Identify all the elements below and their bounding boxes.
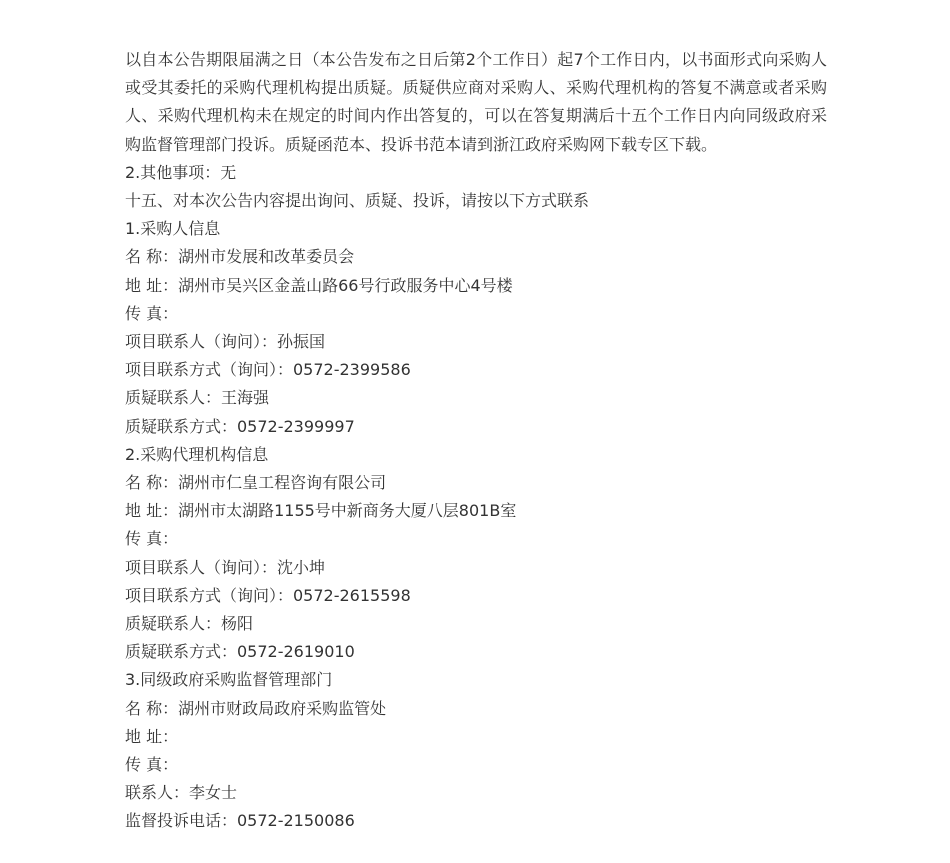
agency-complaint-contact: 质疑联系人：杨阳 (125, 614, 254, 634)
agency-heading: 2.采购代理机构信息 (125, 444, 269, 464)
purchaser-inquiry-phone: 项目联系方式（询问）：0572-2399586 (125, 360, 411, 380)
agency-address: 地 址：湖州市太湖路1155号中新商务大厦八层801B室 (125, 501, 517, 521)
purchaser-complaint-contact: 质疑联系人：王海强 (125, 388, 270, 408)
purchaser-address: 地 址：湖州市吴兴区金盖山路66号行政服务中心4号楼 (125, 275, 513, 295)
announcement-content (125, 46, 827, 836)
purchaser-heading: 1.采购人信息 (125, 219, 221, 239)
section-15-title: 十五、对本次公告内容提出询问、质疑、投诉，请按以下方式联系 (125, 191, 590, 211)
purchaser-inquiry-contact: 项目联系人（询问）：孙振国 (125, 332, 326, 352)
supervisor-section (125, 666, 827, 835)
agency-complaint-phone: 质疑联系方式：0572-2619010 (125, 642, 355, 662)
purchaser-section (125, 215, 827, 441)
intro-paragraph: 以自本公告期限届满之日（本公告发布之日后第2个工作日）起7个工作日内，以书面形式向采购人或受其委托的采购代理机构提出质疑。质疑供应商对采购人、采购代理机构的答复不满意或者采购人、采购代理机构未在规定的时间内作出答复的，可以在答复期满后十五个工作日内向同级政府采购监督管理部门投诉。质疑函范本、投诉书范本请到浙江政府采购网下载专区下载。 (125, 50, 827, 154)
supervisor-name: 名 称：湖州市财政局政府采购监管处 (125, 698, 387, 718)
supervisor-contact: 联系人：李女士 (125, 783, 238, 803)
purchaser-fax: 传 真： (125, 303, 179, 323)
agency-name: 名 称：湖州市仁皇工程咨询有限公司 (125, 473, 387, 493)
other-matters: 2.其他事项：无 (125, 162, 237, 182)
purchaser-complaint-phone: 质疑联系方式：0572-2399997 (125, 416, 355, 436)
supervisor-fax: 传 真： (125, 755, 179, 775)
supervisor-heading: 3.同级政府采购监督管理部门 (125, 670, 333, 690)
agency-inquiry-phone: 项目联系方式（询问）：0572-2615598 (125, 585, 411, 605)
supervisor-address: 地 址： (125, 726, 179, 746)
agency-inquiry-contact: 项目联系人（询问）：沈小坤 (125, 557, 326, 577)
supervisor-complaint-phone: 监督投诉电话：0572-2150086 (125, 811, 355, 831)
agency-section (125, 441, 827, 667)
purchaser-name: 名 称：湖州市发展和改革委员会 (125, 247, 355, 267)
agency-fax: 传 真： (125, 529, 179, 549)
